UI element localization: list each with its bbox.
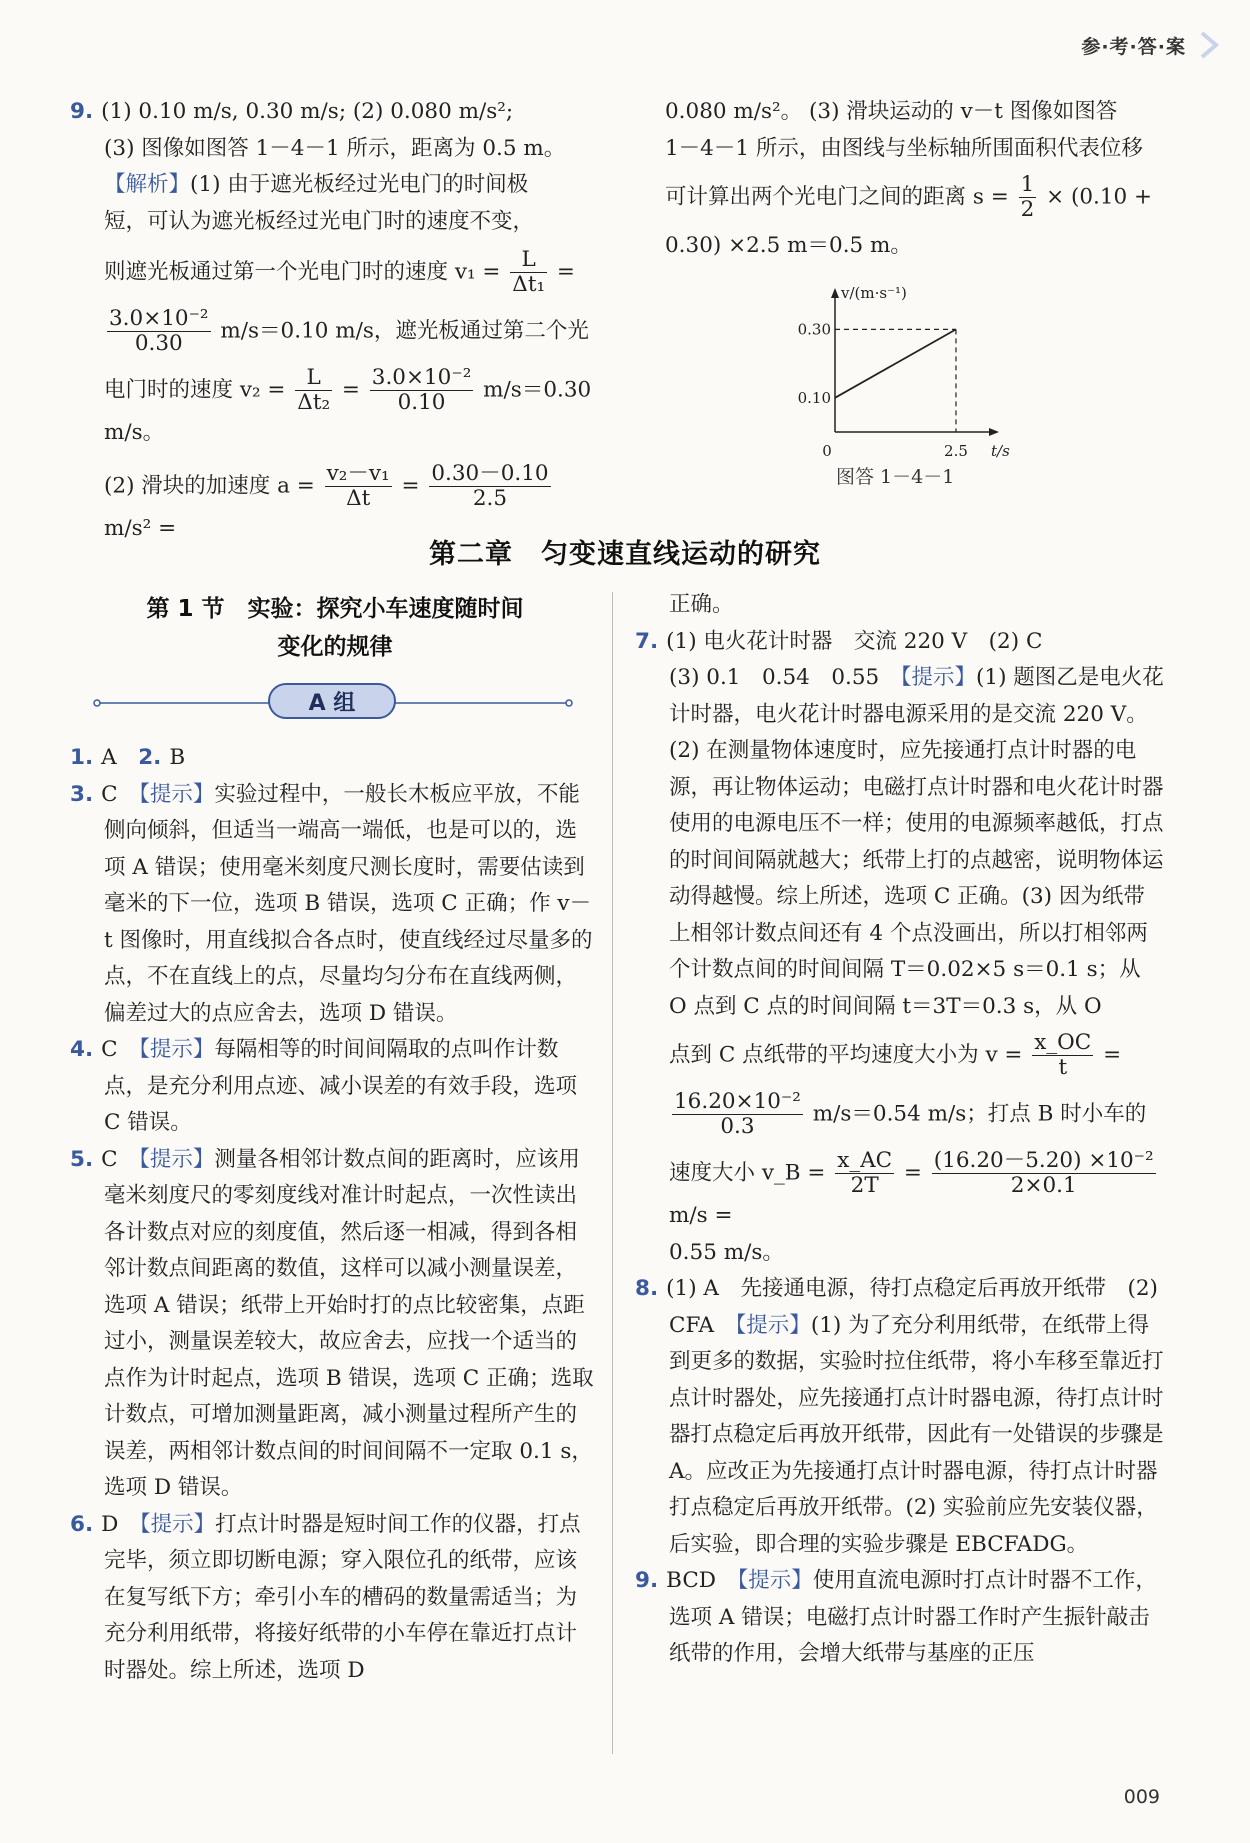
answer-7-result: 0.55 m/s。 [669,1239,784,1265]
fraction: $\frac{L}{\text{Δt₁}}$ [512,247,546,297]
fraction: $\frac{L}{\text{Δt₂}}$ [297,365,331,415]
q9-line5: 则遮光板通过第一个光电门时的速度 v₁ = $\frac{L}{\text{Δt₁}}$ = [104,247,575,297]
x-tick-label: 2.5 [944,442,968,460]
fraction: $\frac{\text{16.20×10⁻²}}{0.3}$ [674,1089,801,1139]
page-number: 009 [1123,1786,1160,1808]
answer-6: 6. D 【提示】打点计时器是短时间工作的仪器，打点完毕，须立即切断电源；穿入限位孔的纸带，应该在复写纸下方；牵引小车的槽码的数量需适当；为充分利用纸带，将接好纸带的小车停在靠近打点计时器处。综上所述，选项 D [70,1511,581,1683]
fraction: $\frac{0.30-0.10}{2.5}$ [431,460,549,511]
fraction: $\frac{\text{(16.20－5.20) ×10⁻²}}{2\times 0.1}$ [933,1148,1154,1198]
q9-line2: (3) 图像如图答 1－4－1 所示，距离为 0.5 m。 [104,135,566,161]
chevron-right-icon [1194,30,1224,60]
q9-line4: 短，可认为遮光板经过光电门时的速度不变， [104,208,535,234]
tr-line4: 0.30) ×2.5 m＝0.5 m。 [665,233,912,258]
vt-chart [780,282,1010,462]
fraction: $\frac{1}{2}$ [1020,172,1035,222]
y-tick-label: 0.10 [797,388,831,407]
left-column [70,740,595,1689]
y-tick-label: 0.30 [797,320,831,339]
y-axis-arrow [831,288,839,298]
answer-9: 9. BCD 【提示】使用直流电源时打点计时器不工作，选项 A 错误；电磁打点计时器工作时产生振针敲击纸带的作用，会增大纸带与基座的正压 [635,1568,1157,1666]
fraction: $\frac{\text{3.0×10⁻²}}{0.30}$ [109,306,209,356]
x-axis-arrow [989,428,999,436]
group-badge: A 组 [268,683,396,719]
answer-4: 4. C 【提示】每隔相等的时间间隔取的点叫作计数点，是充分利用点迹、减小误差的有效手段，选项 C 错误。 [70,1037,578,1135]
answer-7-calc: $\frac{\text{16.20×10⁻²}}{0.3}$ m/s＝0.54 m/s；打点 B 时小车的 [674,1089,1147,1139]
tr-line2: 1－4－1 所示，由图线与坐标轴所围面积代表位移 [665,135,1143,161]
answer-6-end: 正确。 [669,592,734,617]
answer-7: 7. (1) 电火花计时器 交流 220 V (2) C [635,628,1043,654]
q9-analysis: 【解析】(1) 由于遮光板经过光电门的时间极 [104,172,529,197]
x-tick-label: 0 [822,442,832,460]
q9-line6: $\frac{\text{3.0×10⁻²}}{0.30}$ m/s＝0.10 m/s，遮光板通过第二个光 [109,306,589,356]
y-axis-label: v/(m·s⁻¹) [841,284,907,302]
answer-7-vb: 速度大小 v_B = $\frac{x\_AC}{2T}$ = $\frac{\text{(16.20－5.20) ×10⁻²}}{2\times 0.1}$ m/s = [669,1148,1154,1228]
q9-line1: 9. (1) 0.10 m/s, 0.30 m/s; (2) 0.080 m/s²; [70,99,514,124]
x-axis-label: t/s [991,442,1010,460]
top-right-block [665,94,1165,265]
top-left-block [70,94,595,547]
figure-caption: 图答 1－4－1 [836,466,955,488]
fraction: $\frac{x\_AC}{2T}$ [837,1148,893,1198]
answer-7-hint: (3) 0.1 0.54 0.55 【提示】(1) 题图乙是电火花计时器，电火花计时器电源采用的是交流 220 V。(2) 在测量物体速度时，应先接通打点计时器的电源，再让物体运动；电磁打点计时器和电火花计时器使用的电源电压不一样；使用的电源频率越低，打点的时间间隔就越大；纸带上打的点越密，说明物体运动得越慢。综上所述，选项 C 正确。(3) 因为纸带上相邻计数点间还有 4 个点没画出，所以打相邻两个计数点间的时间间隔 T＝0.02×5 s＝0.1 s；从 O 点到 C 点的时间间隔 t＝3T＝0.3 s，从 O [669,665,1164,1019]
fraction: $\frac{\text{3.0×10⁻²}}{0.10}$ [371,365,472,415]
section-title: 第 1 节 实验：探究小车速度随时间 变化的规律 [146,596,524,660]
header-title: 参·考·答·案 [1081,35,1186,58]
answer-3: 3. C 【提示】实验过程中，一般长木板应平放，不能侧向倾斜，但适当一端高一端低，也是可以的，选项 A 错误；使用毫米刻度尺测长度时，需要估读到毫米的下一位，选项 B 错误，选项 C 正确；作 v－t 图像时，用直线拟合各点时，使直线经过尽量多的点，不在直线上的点，尽量均匀分布在直线两侧，偏差过大的点应舍去，选项 D 错误。 [70,781,593,1026]
fraction: $\frac{x\_OC}{t}$ [1034,1030,1092,1080]
q9-line7: 电门时的速度 v₂ = $\frac{L}{\text{Δt₂}}$ = $\frac{\text{3.0×10⁻²}}{0.10}$ m/s＝0.30 m/s。 [104,365,592,445]
answer-5: 5. C 【提示】测量各相邻计数点间的距离时，应该用毫米刻度尺的零刻度线对准计时起点，一次性读出各计数点对应的刻度值，然后逐一相减，得到各相邻计数点间距离的数值，这样可以减小测量误差，选项 A 错误；纸带上开始时打的点比较密集，点距过小，测量误差较大，故应舍去，应找一个适当的点作为计时起点，选项 B 错误，选项 C 正确；选取计数点，可增加测量距离，减小测量过程所产生的误差，两相邻计数点间的时间间隔不一定取 0.1 s，选项 D 错误。 [70,1146,594,1500]
header-tab [1040,18,1250,72]
column-divider [612,592,613,1754]
answer-8: 8. (1) A 先接通电源，待打点稳定后再放开纸带 (2) CFA 【提示】(1) 为了充分利用纸带，在纸带上得到更多的数据，实验时拉住纸带，将小车移至靠近打点计时器处，应先接通打点计时器电源，待打点计时器打点稳定后再放开纸带，因此有一处错误的步骤是 A。应改正为先接通打点计时器电源，待打点计时器打点稳定后再放开纸带。(2) 实验前应先安装仪器，后实验，即合理的实验步骤是 EBCFADG。 [635,1276,1164,1557]
answer-7-avg: 点到 C 点纸带的平均速度大小为 v = $\frac{x\_OC}{t}$ = [669,1030,1122,1080]
right-column [635,587,1165,1673]
chapter-title: 第二章 匀变速直线运动的研究 [429,539,821,570]
answer-1-2: 1. A 2. B [70,745,186,770]
tr-line3: 可计算出两个光电门之间的距离 s = $\frac{1}{2}$ × (0.10 + [665,172,1153,222]
series-line [835,329,956,397]
fraction: $\frac{\text{v₂－v₁}}{\Delta t}$ [326,460,390,511]
tr-line1: 0.080 m/s²。 (3) 滑块运动的 v－t 图像如图答 [665,99,1118,124]
q9-line8: (2) 滑块的加速度 a = $\frac{\text{v₂－v₁}}{\Delta t}$ = $\frac{0.30-0.10}{2.5}$ m/s² = [104,460,549,541]
